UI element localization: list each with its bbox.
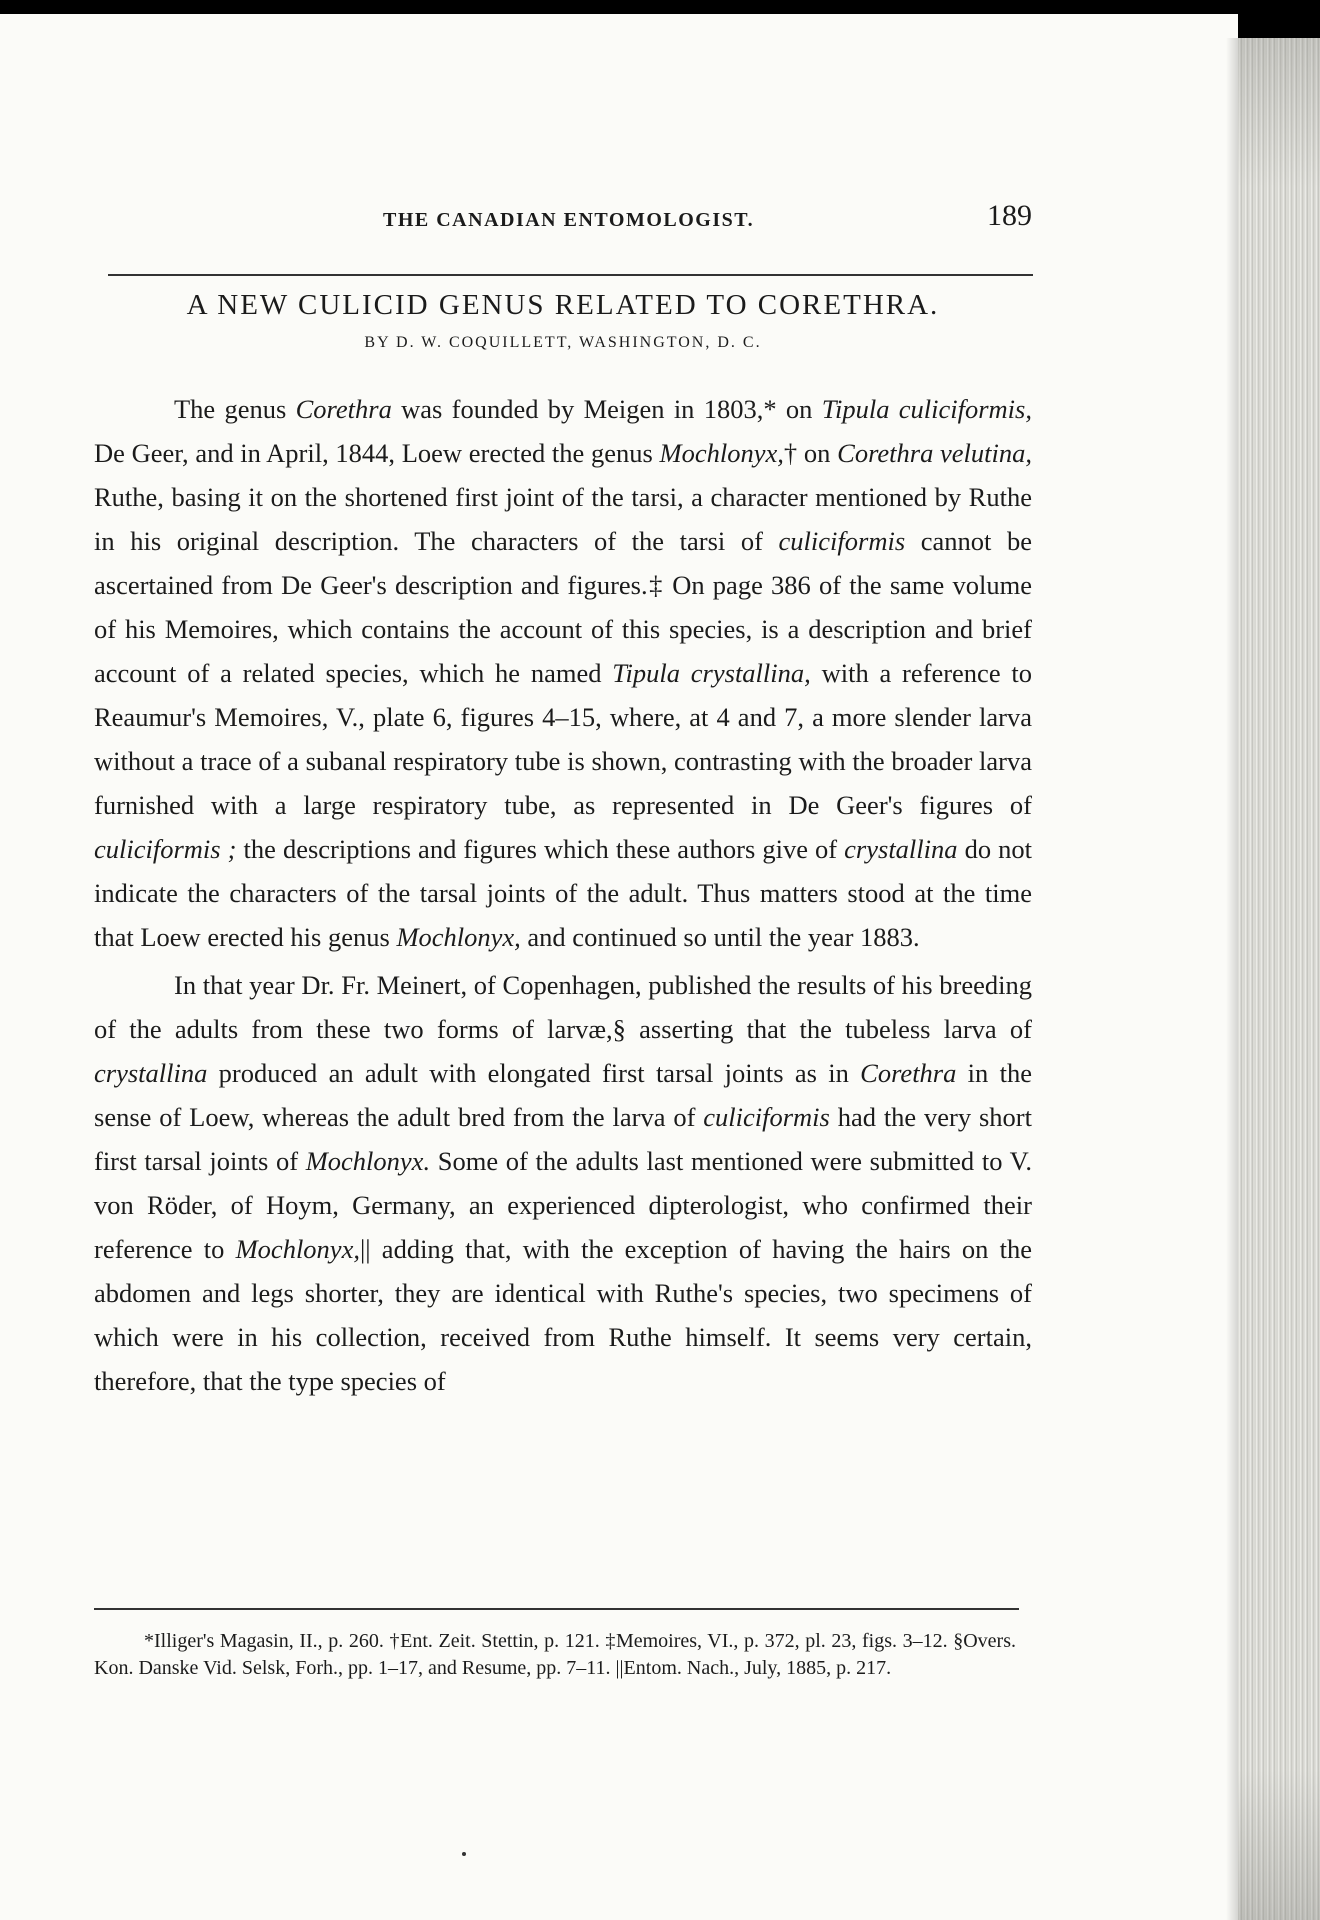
italic-run: Mochlonyx, <box>235 1234 360 1264</box>
text-run: || adding that, with the exception of having the hairs on the abdomen and legs shorter, they are identical with Ruthe's species, two specimens of which were in his collection, received from Ruthe himself. It seems very certain, therefore, that the type species of <box>94 1234 1032 1396</box>
italic-run: Corethra <box>860 1058 957 1088</box>
text-run: was founded by Meigen in 1803,* on <box>391 394 822 424</box>
italic-run: Tipula culiciformis, <box>821 394 1032 424</box>
italic-run: Mochlonyx, <box>396 922 521 952</box>
text-run: produced an adult with elongated first tarsal joints as in <box>207 1058 861 1088</box>
paragraph <box>94 387 1032 959</box>
text-run: cannot be ascertained from De Geer's description and figures.‡ On page 386 of the same volume of his Memoires, which contains the account of this species, is a description and brief account of a related species, which he named <box>94 526 1032 688</box>
italic-run: culiciformis ; <box>94 834 237 864</box>
text-run: Some of the adults last mentioned were submitted to V. von Röder, of Hoym, Germany, an experienced dipterologist, who confirmed their reference to <box>94 1146 1032 1264</box>
footnote-rule <box>94 1608 1019 1610</box>
footnotes: *Illiger's Magasin, II., p. 260. †Ent. Zeit. Stettin, p. 121. ‡Memoires, VI., p. 372, pl. 23, figs. 3–12. §Overs. Kon. Danske Vid. Selsk, Forh., pp. 1–17, and Resume, pp. 7–11. ||Entom. Nach., July, 1885, p. 217. <box>94 1630 1016 1679</box>
italic-run: Mochlonyx, <box>659 438 784 468</box>
text-run: and continued so until the year 1883. <box>520 922 920 952</box>
italic-run: Corethra velutina, <box>837 438 1033 468</box>
page-speck <box>462 1852 466 1856</box>
text-run: in the sense of Loew, whereas the adult bred from the larva of <box>94 1058 1032 1132</box>
text-run: had the very short first tarsal joints of <box>94 1102 1032 1176</box>
article-byline: BY D. W. COQUILLETT, WASHINGTON, D. C. <box>364 334 762 351</box>
italic-run: culiciformis <box>778 526 906 556</box>
journal-name: THE CANADIAN ENTOMOLOGIST. <box>383 209 755 231</box>
text-run: do not indicate the characters of the tarsal joints of the adult. Thus matters stood at the time that Loew erected his genus <box>94 834 1032 952</box>
text-run: De Geer, and in April, 1844, Loew erected the genus <box>94 438 660 468</box>
text-run: In that year Dr. Fr. Meinert, of Copenhagen, published the results of his breeding of the adults from these two forms of larvæ,§ asserting that the tubeless larva of <box>94 970 1032 1044</box>
text-run: The genus <box>174 394 296 424</box>
italic-run: culiciformis <box>703 1102 830 1132</box>
italic-run: Corethra <box>295 394 392 424</box>
article-body <box>94 387 1032 1403</box>
running-head <box>94 199 1032 243</box>
text-run: the descriptions and figures which these authors give of <box>236 834 845 864</box>
paragraph <box>94 963 1032 1403</box>
book-page <box>0 14 1238 1920</box>
italic-run: crystallina <box>844 834 958 864</box>
italic-run: Mochlonyx. <box>305 1146 431 1176</box>
book-page-edges <box>1238 38 1320 1920</box>
italic-run: crystallina <box>94 1058 208 1088</box>
text-run: Ruthe, basing it on the shortened first joint of the tarsi, a character mentioned by Ruthe in his original description. The characters of the tarsi of <box>94 482 1032 556</box>
page-number: 189 <box>987 199 1032 232</box>
text-run: † on <box>783 438 838 468</box>
text-run: with a reference to Reaumur's Memoires, V., plate 6, figures 4–15, where, at 4 and 7, a more slender larva without a trace of a subanal respiratory tube is shown, contrasting with the broader larva furnished with a large respiratory tube, as represented in De Geer's figures of <box>94 658 1032 820</box>
header-rule <box>108 274 1033 276</box>
article-title: A NEW CULICID GENUS RELATED TO CORETHRA. <box>186 289 940 321</box>
italic-run: Tipula crystallina, <box>612 658 811 688</box>
